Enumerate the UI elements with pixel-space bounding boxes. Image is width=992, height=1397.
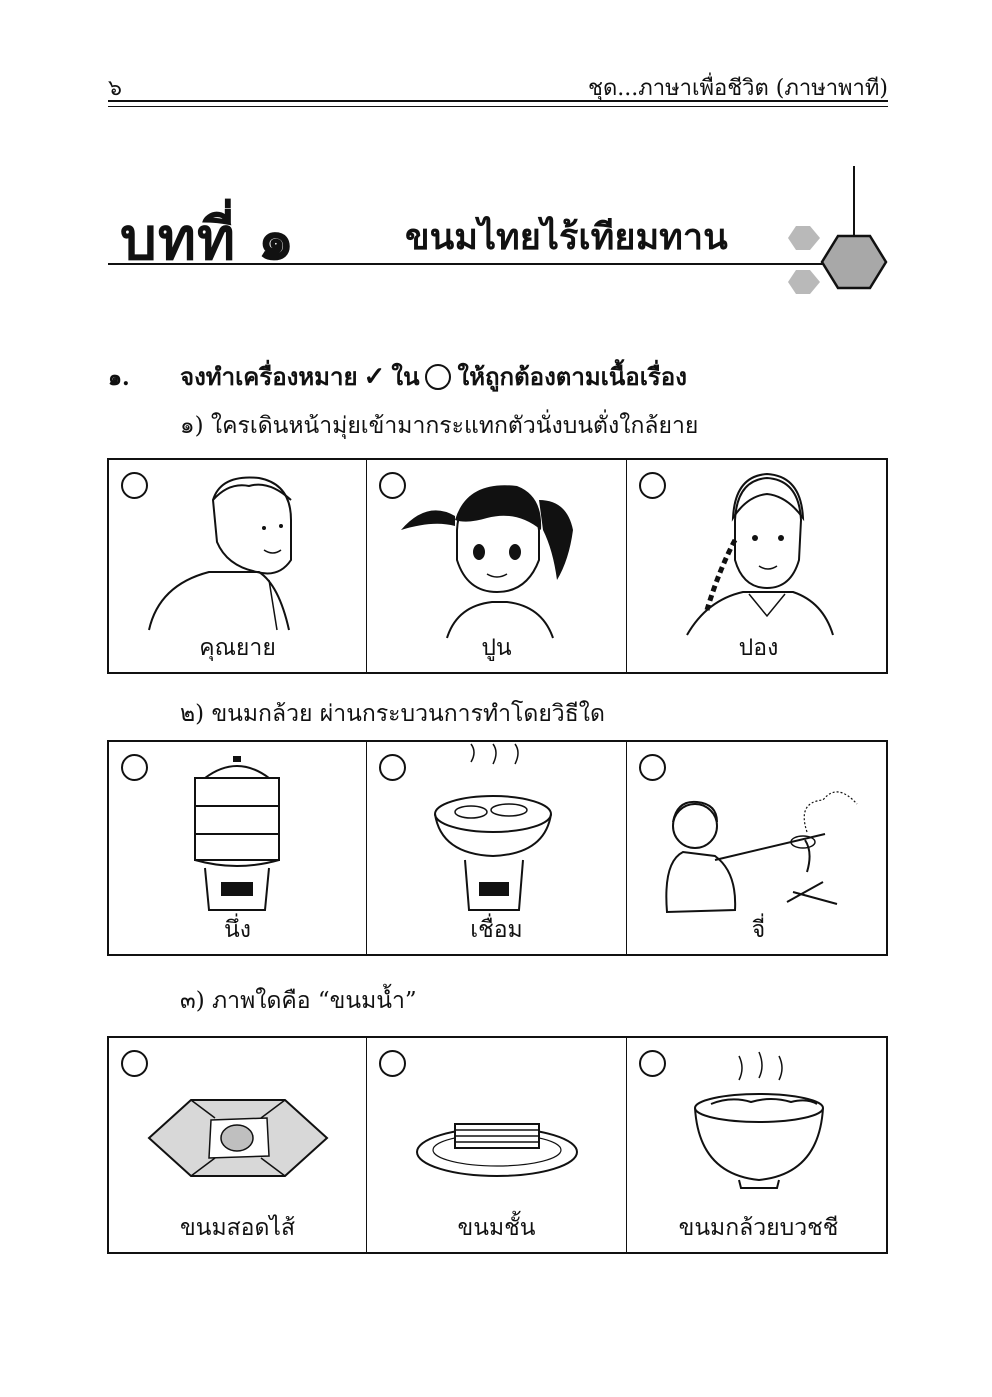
option-label: ขนมกล้วยบวชชี — [678, 1215, 839, 1241]
book-title: ชุด...ภาษาเพื่อชีวิต (ภาษาพาที) — [588, 76, 888, 101]
chapter-subtitle: ขนมไทยไร้เทียมทาน — [405, 216, 728, 258]
circle-icon — [425, 364, 451, 390]
header-rule-thin — [108, 106, 888, 107]
option-label: คุณยาย — [199, 635, 276, 661]
option-card[interactable] — [109, 742, 367, 954]
question-2-options — [107, 740, 888, 956]
exercise-number: ๑. — [108, 365, 130, 391]
question-1-text: ๑) ใครเดินหน้ามุ่ยเข้ามากระแทกตัวนั่งบนตั่งใกล้ยาย — [180, 413, 699, 439]
option-label: เชื่อม — [470, 917, 523, 943]
grandmother-icon — [109, 460, 367, 650]
option-card[interactable] — [109, 1038, 367, 1252]
option-card[interactable] — [367, 460, 627, 672]
option-label: จี่ — [751, 917, 766, 943]
option-card[interactable] — [627, 742, 890, 954]
option-card[interactable] — [627, 1038, 890, 1252]
header-rule — [108, 100, 888, 102]
question-2-text: ๒) ขนมกล้วย ผ่านกระบวนการทำโดยวิธีใด — [180, 701, 605, 727]
question-1-options — [107, 458, 888, 674]
option-label: ขนมสอดไส้ — [180, 1215, 295, 1241]
syrup-pan-icon — [367, 742, 627, 932]
girl-pigtail-icon — [367, 460, 627, 650]
option-card[interactable] — [367, 742, 627, 954]
wrapped-dessert-icon — [109, 1038, 367, 1228]
hexagon-decoration-icon — [786, 160, 896, 310]
question-3-options — [107, 1036, 888, 1254]
chapter-title: บทที่ ๑ — [120, 205, 296, 273]
option-card[interactable] — [109, 460, 367, 672]
grilling-child-icon — [627, 742, 890, 932]
option-label: ปูน — [481, 635, 512, 661]
instruction-text: ให้ถูกต้องตามเนื้อเรื่อง — [457, 362, 687, 391]
page-number: ๖ — [108, 76, 122, 101]
layer-cake-icon — [367, 1038, 627, 1228]
chapter-rule — [108, 263, 838, 265]
option-label: ขนมชั้น — [457, 1215, 536, 1241]
girl-braid-icon — [627, 460, 890, 650]
exercise-instruction — [180, 357, 687, 396]
option-label: นึ่ง — [224, 917, 251, 943]
option-card[interactable] — [367, 1038, 627, 1252]
question-3-text: ๓) ภาพใดคือ “ขนมน้ำ” — [180, 988, 417, 1014]
banana-coconut-bowl-icon — [627, 1038, 890, 1228]
check-mark-icon: ✓ — [363, 361, 386, 392]
option-label: ปอง — [738, 635, 779, 661]
instruction-text: จงทำเครื่องหมาย — [180, 362, 358, 391]
steamer-icon — [109, 742, 367, 932]
instruction-text: ใน — [391, 362, 420, 391]
option-card[interactable] — [627, 460, 890, 672]
